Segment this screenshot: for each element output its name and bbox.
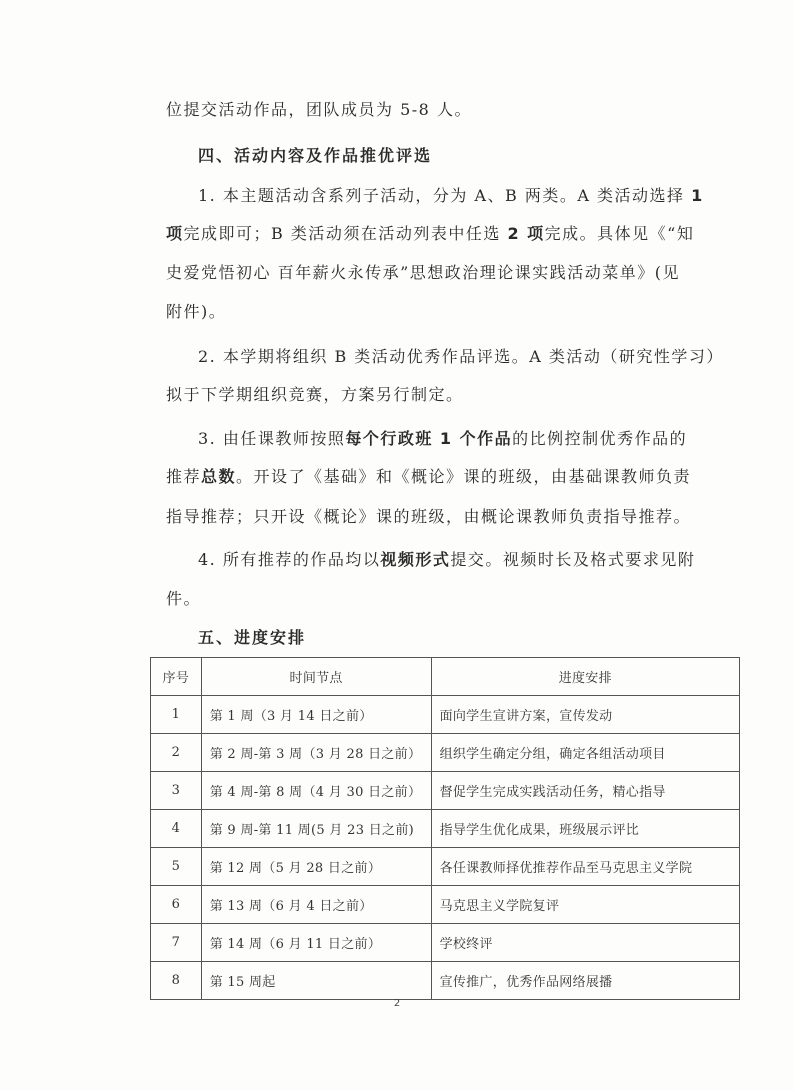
paragraph-line xyxy=(166,467,691,487)
row-index: 3 xyxy=(151,772,202,810)
row-index: 7 xyxy=(151,924,202,962)
paragraph-line xyxy=(166,302,226,322)
text: 附件)。 xyxy=(166,302,227,321)
row-time: 第 2 周-第 3 周（3 月 28 日之前） xyxy=(201,734,431,772)
table-row xyxy=(151,696,740,734)
text: 位提交活动作品，团队成员为 5-8 人。 xyxy=(166,100,472,119)
text: 的比例控制优秀作品的 xyxy=(512,429,688,448)
paragraph-line xyxy=(166,224,694,244)
row-plan: 宣传推广，优秀作品网络展播 xyxy=(431,962,739,1000)
table-row xyxy=(151,886,740,924)
paragraph-line xyxy=(198,550,695,570)
row-index: 2 xyxy=(151,734,202,772)
bold-text: 1 xyxy=(691,186,704,205)
text: 完成即可；B 类活动须在活动列表中任选 xyxy=(183,224,508,243)
row-plan: 组织学生确定分组，确定各组活动项目 xyxy=(431,734,739,772)
bold-text: 2 项 xyxy=(507,224,545,243)
schedule-table xyxy=(150,657,740,1000)
row-time: 第 4 周-第 8 周（4 月 30 日之前） xyxy=(201,772,431,810)
bold-text: 总数 xyxy=(201,467,237,486)
table-row xyxy=(151,848,740,886)
table-header-row xyxy=(151,658,740,696)
text: 史爱党悟初心 百年薪火永传承”思想政治理论课实践活动菜单》(见 xyxy=(166,263,681,282)
bold-text: 视频形式 xyxy=(380,550,451,569)
row-index: 6 xyxy=(151,886,202,924)
row-time: 第 13 周（6 月 4 日之前） xyxy=(201,886,431,924)
text: 指导推荐；只开设《概论》课的班级，由概论课教师负责指导推荐。 xyxy=(166,507,692,526)
paragraph-line xyxy=(166,100,472,120)
row-index: 1 xyxy=(151,696,202,734)
section-heading-5: 五、进度安排 xyxy=(198,628,307,647)
text: 4. 所有推荐的作品均以 xyxy=(198,550,381,569)
row-index: 8 xyxy=(151,962,202,1000)
row-time: 第 15 周起 xyxy=(201,962,431,1000)
table-row xyxy=(151,734,740,772)
row-plan: 各任课教师择优推荐作品至马克思主义学院 xyxy=(431,848,739,886)
table-row xyxy=(151,772,740,810)
row-plan: 面向学生宣讲方案，宣传发动 xyxy=(431,696,739,734)
row-index: 5 xyxy=(151,848,202,886)
page-number: 2 xyxy=(393,998,401,1009)
paragraph-line xyxy=(166,263,680,283)
header-time: 时间节点 xyxy=(201,658,431,696)
bold-text: 每个行政班 1 个作品 xyxy=(345,429,513,448)
text: 2. 本学期将组织 B 类活动优秀作品评选。A 类活动（研究性学习） xyxy=(198,347,724,366)
paragraph-line xyxy=(198,347,724,367)
text: 3. 由任课教师按照 xyxy=(198,429,346,448)
header-index: 序号 xyxy=(151,658,202,696)
row-plan: 学校终评 xyxy=(431,924,739,962)
paragraph-line xyxy=(166,507,691,527)
text: 提交。视频时长及格式要求见附 xyxy=(450,550,696,569)
table-row xyxy=(151,924,740,962)
paragraph-line xyxy=(198,186,704,206)
header-plan: 进度安排 xyxy=(431,658,739,696)
text: 1. 本主题活动含系列子活动，分为 A、B 两类。A 类活动选择 xyxy=(198,186,692,205)
bold-text: 项 xyxy=(166,224,184,243)
paragraph-line xyxy=(166,589,201,609)
text: 推荐 xyxy=(166,467,202,486)
row-plan: 督促学生完成实践活动任务，精心指导 xyxy=(431,772,739,810)
table-row xyxy=(151,810,740,848)
row-index: 4 xyxy=(151,810,202,848)
paragraph-line xyxy=(166,385,464,405)
row-time: 第 12 周（5 月 28 日之前） xyxy=(201,848,431,886)
text: 拟于下学期组织竞赛，方案另行制定。 xyxy=(166,385,464,404)
text: 件。 xyxy=(166,589,202,608)
row-time: 第 1 周（3 月 14 日之前） xyxy=(201,696,431,734)
section-heading-4: 四、活动内容及作品推优评选 xyxy=(198,146,433,165)
table-row xyxy=(151,962,740,1000)
paragraph-line xyxy=(198,429,687,449)
row-time: 第 9 周-第 11 周(5 月 23 日之前) xyxy=(201,810,431,848)
row-plan: 指导学生优化成果，班级展示评比 xyxy=(431,810,739,848)
text: 完成。具体见《“知 xyxy=(544,224,695,243)
row-time: 第 14 周（6 月 11 日之前） xyxy=(201,924,431,962)
row-plan: 马克思主义学院复评 xyxy=(431,886,739,924)
text: 。开设了《基础》和《概论》课的班级，由基础课教师负责 xyxy=(236,467,692,486)
